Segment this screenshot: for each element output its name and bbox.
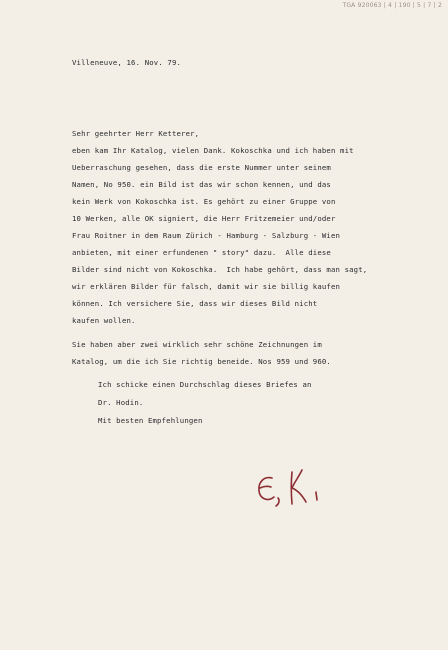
- date-line: Villeneuve, 16. Nov. 79.: [72, 58, 182, 67]
- paragraph-line: Sie haben aber zwei wirklich sehr schöne Zeichnungen im: [72, 340, 322, 349]
- paragraph-line: Namen, No 950. ein Bild ist das wir schon kennen, und das: [72, 180, 331, 189]
- closing-line: Mit besten Empfehlungen: [98, 416, 203, 425]
- paragraph-line: Frau Roitner in dem Raum Zürich - Hamburg - Salzburg - Wien: [72, 231, 341, 240]
- paragraph-line: kaufen wollen.: [72, 316, 136, 325]
- salutation: Sehr geehrter Herr Ketterer,: [72, 129, 200, 138]
- paragraph-line: Katalog, um die ich Sie richtig beneide. Nos 959 und 960.: [72, 357, 331, 366]
- paragraph-line: Bilder sind nicht von Kokoschka. Ich habe gehört, dass man sagt,: [72, 265, 368, 274]
- paragraph-line: Ueberraschung gesehen, dass die erste Nummer unter seinem: [72, 163, 331, 172]
- closing-line: Dr. Hodin.: [98, 398, 144, 407]
- paragraph-line: eben kam Ihr Katalog, vielen Dank. Kokoschka und ich haben mit: [72, 146, 354, 155]
- archive-reference: TGA 920063 | 4 | 190 | 5 | 7 | 2: [342, 2, 442, 9]
- paragraph-line: können. Ich versichere Sie, dass wir dieses Bild nicht: [72, 299, 318, 308]
- paragraph-line: wir erklären Bilder für falsch, damit wir sie billig kaufen: [72, 282, 341, 291]
- paragraph-line: kein Werk von Kokoschka ist. Es gehört zu einer Gruppe von: [72, 197, 336, 206]
- closing-line: Ich schicke einen Durchschlag dieses Briefes an: [98, 380, 312, 389]
- handwritten-signature: [254, 464, 334, 512]
- paragraph-line: 10 Werken, alle OK signiert, die Herr Fritzemeier und/oder: [72, 214, 336, 223]
- paragraph-line: anbieten, mit einer erfundenen " story" dazu. Alle diese: [72, 248, 331, 257]
